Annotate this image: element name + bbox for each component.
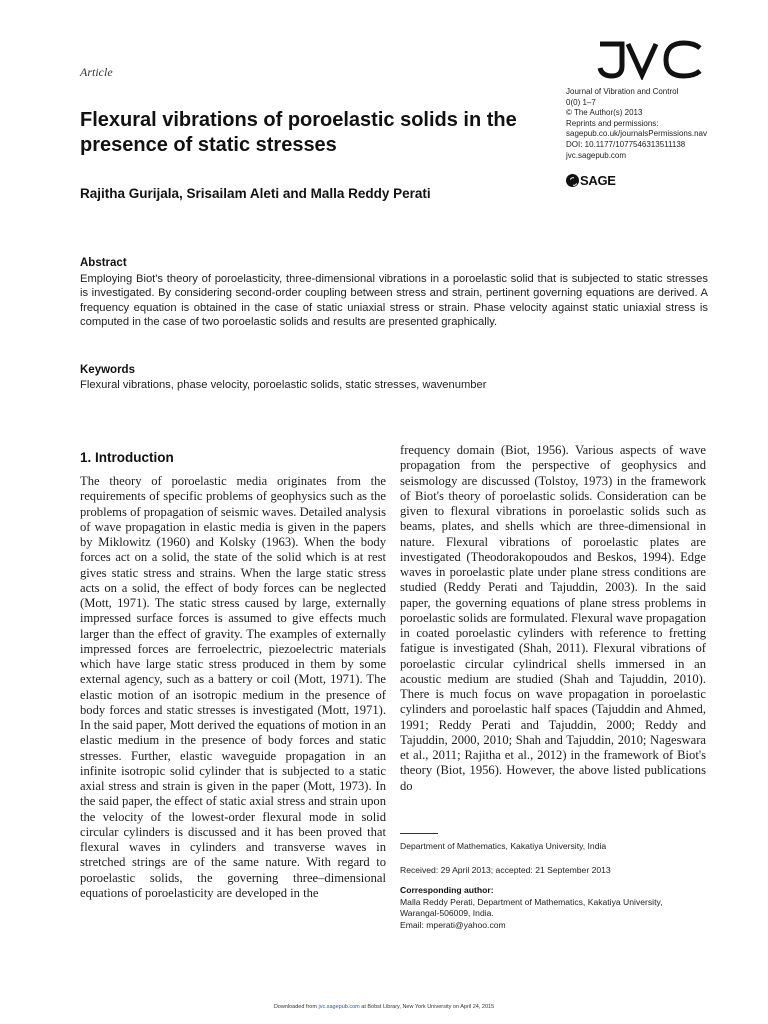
corresponding-author-email[interactable]: Email: mperati@yahoo.com xyxy=(400,919,506,930)
footer-suffix: at Bobst Library, New York University on April 24, 2015 xyxy=(359,1004,495,1010)
corresponding-author-address: Warangal-506009, India. xyxy=(400,908,494,919)
abstract-heading: Abstract xyxy=(80,257,127,269)
journal-volume: 0(0) 1–7 xyxy=(566,97,596,107)
journal-website-link[interactable]: jvc.sagepub.com xyxy=(566,150,627,160)
abstract-text: Employing Biot's theory of poroelasticity, three-dimensional vibrations in a poroelastic solid that is subjected to static stresses is investigated. By considering second-order coupling between stress and strain, pertinent governing equations are derived. A frequency equation is obtained in the case of static uniaxial stress or strain. Phase velocity against static uniaxial stress is computed in the case of two poroelastic solids and results are presented graphically. xyxy=(80,273,708,328)
received-dates: Received: 29 April 2013; accepted: 21 September 2013 xyxy=(400,865,611,875)
keywords-text: Flexural vibrations, phase velocity, poroelastic solids, static stresses, wavenumber xyxy=(80,379,487,391)
corresponding-author-heading: Corresponding author: xyxy=(400,885,494,895)
download-footer xyxy=(0,1004,768,1010)
footer-prefix: Downloaded from xyxy=(273,1004,319,1010)
corresponding-author-affiliation: Malla Reddy Perati, Department of Mathematics, Kakatiya University, xyxy=(400,897,663,907)
keywords-heading: Keywords xyxy=(80,364,135,376)
publisher-logo xyxy=(566,172,616,188)
author-list: Rajitha Gurijala, Srisailam Aleti and Malla Reddy Perati xyxy=(80,186,431,201)
introduction-left-column: The theory of poroelastic media originates from the requirements of specific problems of geophysics such as the problems of propagation of seismic waves. Detailed analysis of wave propagation in elastic media is given in the papers by Miklowitz (1960) and Kolsky (1963). When the body forces act on a solid, the state of the solid which is at rest gives static stress and strains. When the large static stress acts on a solid, the effect of body forces can be neglected (Mott, 1971). The static stress caused by large, externally impressed surface forces is assumed to give effects much larger than the effect of gravity. The examples of externally impressed forces are ferroelectric, piezoelectric materials which have large static stress produced in them by some external agency, such as a battery or coil (Mott, 1971). The elastic motion of an isotropic medium in the presence of body forces and static stresses is investigated (Mott, 1971). In the said paper, Mott derived the equations of motion in an elastic medium in the presence of body forces and static stresses. Further, elastic waveguide propagation in an infinite isotropic solid cylinder that is subjected to a static axial stress and strain is given in the paper (Mott, 1973). In the said paper, the effect of static axial stress and strain upon the velocity of the lowest-order flexural mode in solid circular cylinders is discussed and it has been proved that flexural waves in cylinders and transverse waves in stretched strings are of the same nature. With regard to poroelastic solids, the governing three–dimensional equations of poroelasticity are developed in the xyxy=(80,474,386,900)
publisher-name: SAGE xyxy=(580,172,616,188)
reprints-label: Reprints and permissions: xyxy=(566,118,659,128)
footnote-divider xyxy=(400,833,438,834)
footer-link[interactable]: jvc.sagepub.com xyxy=(318,1004,360,1010)
corresponding-author-details xyxy=(400,897,710,931)
introduction-right-column: frequency domain (Biot, 1956). Various aspects of wave propagation from the perspective of geophysics and seismology are discussed (Tolstoy, 1973) in the framework of Biot's theory of poroelastic solids. Consideration can be given to flexural vibrations in poroelastic solids such as beams, plates, and shells which are three-dimensional in nature. Flexural vibrations of poroelastic plates are investigated (Theodorakopoudos and Beskos, 1994). Edge waves in poroelastic plate under plane stress conditions are studied (Reddy Perati and Tajuddin, 2003). In the said paper, the governing equations of plane stress problems in poroelastic solids are formulated. Flexural wave propagation in coated poroelastic cylinders with reference to fretting fatigue is investigated (Shah, 2011). Flexural vibrations of poroelastic circular cylindrical shells immersed in an acoustic medium are studied (Shah and Tajuddin, 2010). There is much focus on wave propagation in poroelastic cylinders and poroelastic half spaces (Tajuddin and Ahmed, 1991; Reddy Perati and Tajuddin, 2000; Reddy and Tajuddin, 2000, 2010; Shah and Tajuddin, 2010; Nageswara et al., 2011; Rajitha et al., 2012) in the framework of Biot's theory (Biot, 1956). However, the above listed publications do xyxy=(400,443,707,793)
doi: DOI: 10.1177/1077546313511138 xyxy=(566,139,686,149)
copyright: © The Author(s) 2013 xyxy=(566,108,643,118)
sage-s-icon xyxy=(566,174,579,187)
journal-info-block xyxy=(566,87,746,161)
permissions-link[interactable]: sagepub.co.uk/journalsPermissions.nav xyxy=(566,129,707,139)
article-type-label: Article xyxy=(80,65,113,79)
affiliation-note: Department of Mathematics, Kakatiya University, India xyxy=(400,841,607,851)
journal-name: Journal of Vibration and Control xyxy=(566,87,679,96)
introduction-heading: 1. Introduction xyxy=(80,450,174,465)
paper-title: Flexural vibrations of poroelastic solids in the presence of static stresses xyxy=(80,109,517,156)
journal-logo xyxy=(596,36,704,80)
